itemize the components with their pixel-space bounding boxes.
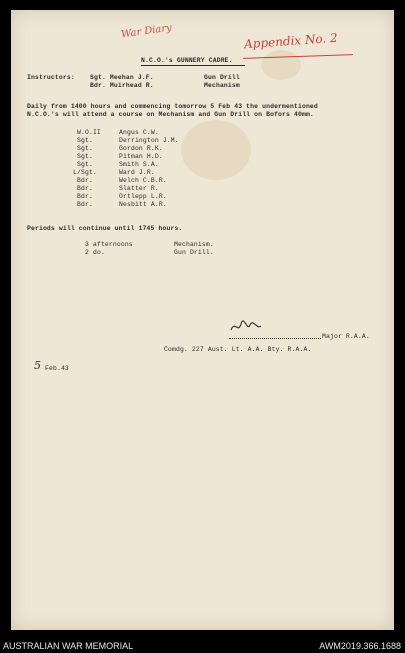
nco-name: Nesbitt A.R. (119, 201, 167, 208)
paper-stain (181, 120, 251, 180)
signature-line (229, 338, 321, 339)
periods-text: Periods will continue until 1745 hours. (27, 225, 183, 232)
schedule-subject: Gun Drill. (174, 249, 214, 256)
nco-rank: Bdr. (77, 185, 93, 192)
nco-rank: Sgt. (77, 137, 93, 144)
nco-name: Slatter R. (119, 185, 159, 192)
schedule-count: 2 do. (85, 249, 105, 256)
nco-name: Welch C.B.R. (119, 177, 167, 184)
appendix-annotation: Appendix No. 2 (243, 30, 339, 52)
nco-name: Smith S.A. (119, 161, 159, 168)
nco-rank: Bdr. (77, 201, 93, 208)
instructor-subject: Gun Drill (204, 74, 240, 81)
nco-name: Gordon R.K. (119, 145, 163, 152)
nco-rank: L/Sgt. (73, 169, 97, 176)
schedule-subject: Mechanism. (174, 241, 214, 248)
footer-accession-number: AWM2019.366.1688 (319, 641, 401, 651)
footer-institution: AUSTRALIAN WAR MEMORIAL (3, 641, 134, 651)
nco-rank: Sgt. (77, 145, 93, 152)
signature-rank: Major R.A.A. (322, 333, 370, 340)
intro-line-2: N.C.O.'s will attend a course on Mechanism and Gun Drill on Bofors 40mm. (27, 111, 314, 118)
nco-rank: Sgt. (77, 161, 93, 168)
instructor-rank: Bdr. Muirhead R. (90, 82, 154, 89)
schedule-count: 3 afternoons (85, 241, 133, 248)
nco-rank: Bdr. (77, 177, 93, 184)
nco-name: Pitman H.D. (119, 153, 163, 160)
instructor-subject: Mechanism (204, 82, 240, 89)
paper-stain (261, 50, 301, 80)
nco-rank: Sgt. (77, 153, 93, 160)
document-page (11, 10, 394, 630)
instructor-rank: Sgt. Meehan J.F. (90, 74, 154, 81)
title-underline (141, 65, 245, 66)
date-handwritten: 5 (34, 359, 41, 372)
nco-name: Ward J.R. (119, 169, 155, 176)
nco-name: Ortlepp L.R. (119, 193, 167, 200)
signature-block: Comdg. 227 Aust. Lt. A.A. Bty. R.A.A. (164, 346, 312, 353)
intro-line-1: Daily from 1400 hours and commencing tomorrow 5 Feb 43 the undermentioned (27, 103, 318, 110)
document-title: N.C.O.'s GUNNERY CADRE. (141, 57, 233, 64)
nco-name: Angus C.W. (119, 129, 159, 136)
nco-name: Derrington J.M. (119, 137, 179, 144)
signature-scribble (227, 316, 267, 336)
nco-rank: W.O.II (77, 129, 101, 136)
instructors-label: Instructors: (27, 74, 75, 81)
nco-rank: Bdr. (77, 193, 93, 200)
document-date: Feb.43 (45, 365, 69, 372)
war-diary-annotation: War Diary (120, 22, 173, 41)
